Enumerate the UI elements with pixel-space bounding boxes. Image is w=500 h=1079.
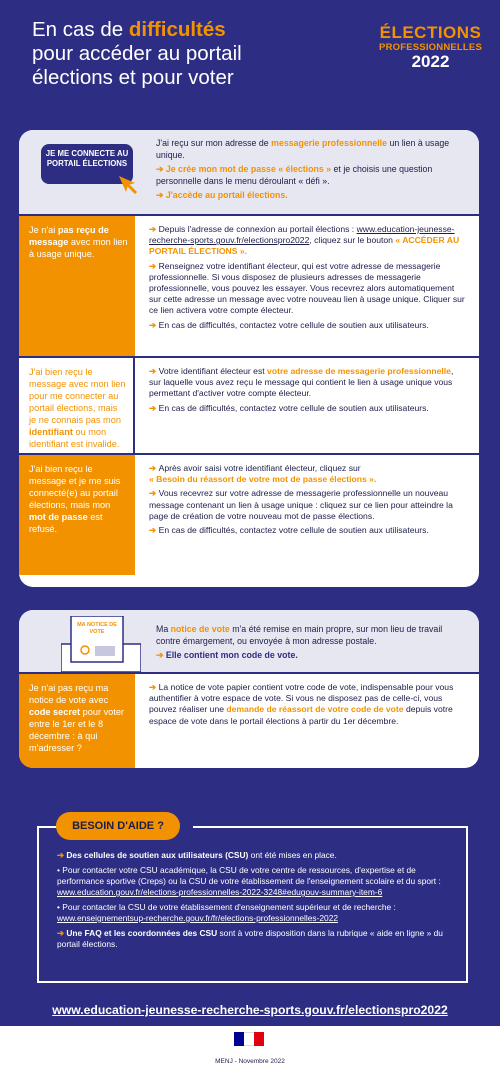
cursor-icon xyxy=(117,174,139,196)
issue-solution: ➔ Votre identifiant électeur est votre adresse de messagerie professionnelle, sur laquelle vous avez reçu le message qui contient le lien à usage unique vous permettant d'activer votre compte électeur. ➔ En cas de difficultés, contactez votre cellule de soutien aux utilisateurs. xyxy=(149,366,454,413)
title-highlight: difficultés xyxy=(128,18,226,41)
issue-row-no-message xyxy=(19,214,479,356)
title-line1: En cas de xyxy=(32,18,129,41)
logo-line1: ÉLECTIONS xyxy=(379,23,482,42)
notice-intro-text: Ma notice de vote m'a été remise en main propre, sur mon lieu de travail contre émargement, ou envoyée à mon adresse postale. ➔ Elle contient mon code de vote. xyxy=(156,624,443,660)
issue-label: J'ai bien reçu le message avec mon lien pour me connecter au portail élections, mais je ne connais pas mon identifiant ou mon identifiant est invalide. xyxy=(19,358,135,453)
title-line2: pour accéder au portail xyxy=(32,42,242,65)
vote-notice-card xyxy=(19,610,479,768)
issue-row-vote-code xyxy=(19,672,479,768)
issue-solution: ➔ Depuis l'adresse de connexion au portail élections : www.education-jeunesse-recherche-sports.gouv.fr/electionspro2022, cliquez sur le bouton « ACCÉDER AU PORTAIL ÉLECTIONS ». ➔ Renseignez votre identifiant électeur, qui est votre adresse de messagerie professionnelle. Si vous disposez de plusieurs adresses de messagerie professionnelle, vous pouvez les essayer. Vous recevrez alors automatiquement sur cette adresse un message avec votre nouveau lien à usage unique. Cliquer sur ce lien activera votre compte électeur. ➔ En cas de difficultés, contactez votre cellule de soutien aux utilisateurs. xyxy=(149,224,465,330)
page-title xyxy=(32,18,312,90)
footer-credit: MENJ - Novembre 2022 xyxy=(215,1058,285,1065)
portal-intro-text: J'ai reçu sur mon adresse de messagerie professionnelle un lien à usage unique. ➔ Je crée mon mot de passe « élections » et je choisis une question personnelle dans le menu déroulant « défi ». ➔ J'accède au portail élections. xyxy=(156,138,450,200)
issue-row-identifier xyxy=(19,356,479,453)
notice-intro xyxy=(19,610,479,672)
republic-flag-logo xyxy=(234,1032,264,1046)
help-body: ➔ Des cellules de soutien aux utilisateurs (CSU) ont été mises en place. • Pour contacter votre CSU académique, la CSU de votre centre de ressources, d'expertise et de performance sportive (Creps) ou la CSU de votre établissement de l'enseignement scolaire et du sport : www.education.gouv.fr/elections-professionnelles-2022-3248#edugouv-summary-item-6 • Pour contacter la CSU de votre établissement d'enseignement supérieur et de recherche : www.enseignementsup-recherche.gouv.fr/fr/elections-professionnelles-2022 ➔ Une FAQ et les coordonnées des CSU sont à votre disposition dans la rubrique « aide en ligne » du portail élections. xyxy=(57,850,443,949)
issue-label: Je n'ai pas reçu de message avec mon lien à usage unique. xyxy=(19,216,135,356)
portal-access-card xyxy=(19,130,479,587)
issue-solution: ➔ La notice de vote papier contient votre code de vote, indispensable pour vous authentifier à votre espace de vote. Si vous ne disposez pas de celle-ci, vous pouvez réaliser une demande de réassort de votre code de vote depuis votre espace de vote dans le portail élections à partir du 1er décembre. xyxy=(149,682,454,726)
issue-label: Je n'ai pas reçu ma notice de vote avec code secret pour voter entre le 1er et le 8 décembre : à qui m'adresser ? xyxy=(19,674,135,768)
notice-label: MA NOTICE DE VOTE xyxy=(77,622,117,635)
connect-portal-button[interactable]: JE ME CONNECTE AU PORTAIL ÉLECTIONS xyxy=(41,144,133,184)
issue-row-password xyxy=(19,453,479,575)
elections-logo xyxy=(379,24,482,71)
footer-link[interactable]: www.education-jeunesse-recherche-sports.gouv.fr/electionspro2022 xyxy=(52,1003,448,1017)
csu-higher-ed-link[interactable]: www.enseignementsup-recherche.gouv.fr/fr/elections-professionnelles-2022 xyxy=(57,913,339,923)
help-badge: BESOIN D'AIDE ? xyxy=(56,812,180,840)
logo-year: 2022 xyxy=(411,52,450,71)
csu-academic-link[interactable]: www.education.gouv.fr/elections-professionnelles-2022-3248#edugouv-summary-item-6 xyxy=(57,887,383,897)
logo-line2: PROFESSIONNELLES xyxy=(379,42,482,53)
portal-intro xyxy=(19,130,479,214)
issue-label: J'ai bien reçu le message et je me suis connecté(e) au portail élections, mais mon mot de passe est refusé. xyxy=(19,455,135,575)
portal-link[interactable]: www.education-jeunesse-recherche-sports.gouv.fr/electionspro2022 xyxy=(149,224,455,246)
title-line3: élections et pour voter xyxy=(32,66,234,89)
issue-solution: ➔ Après avoir saisi votre identifiant électeur, cliquez sur « Besoin du réassort de votre mot de passe élections ». ➔ Vous recevrez sur votre adresse de messagerie professionnelle un nouveau message contenant un lien à usage unique : cliquez sur ce lien pour atteindre la page de création de votre nouveau mot de passe élections. ➔ En cas de difficultés, contactez votre cellule de soutien aux utilisateurs. xyxy=(149,463,453,536)
